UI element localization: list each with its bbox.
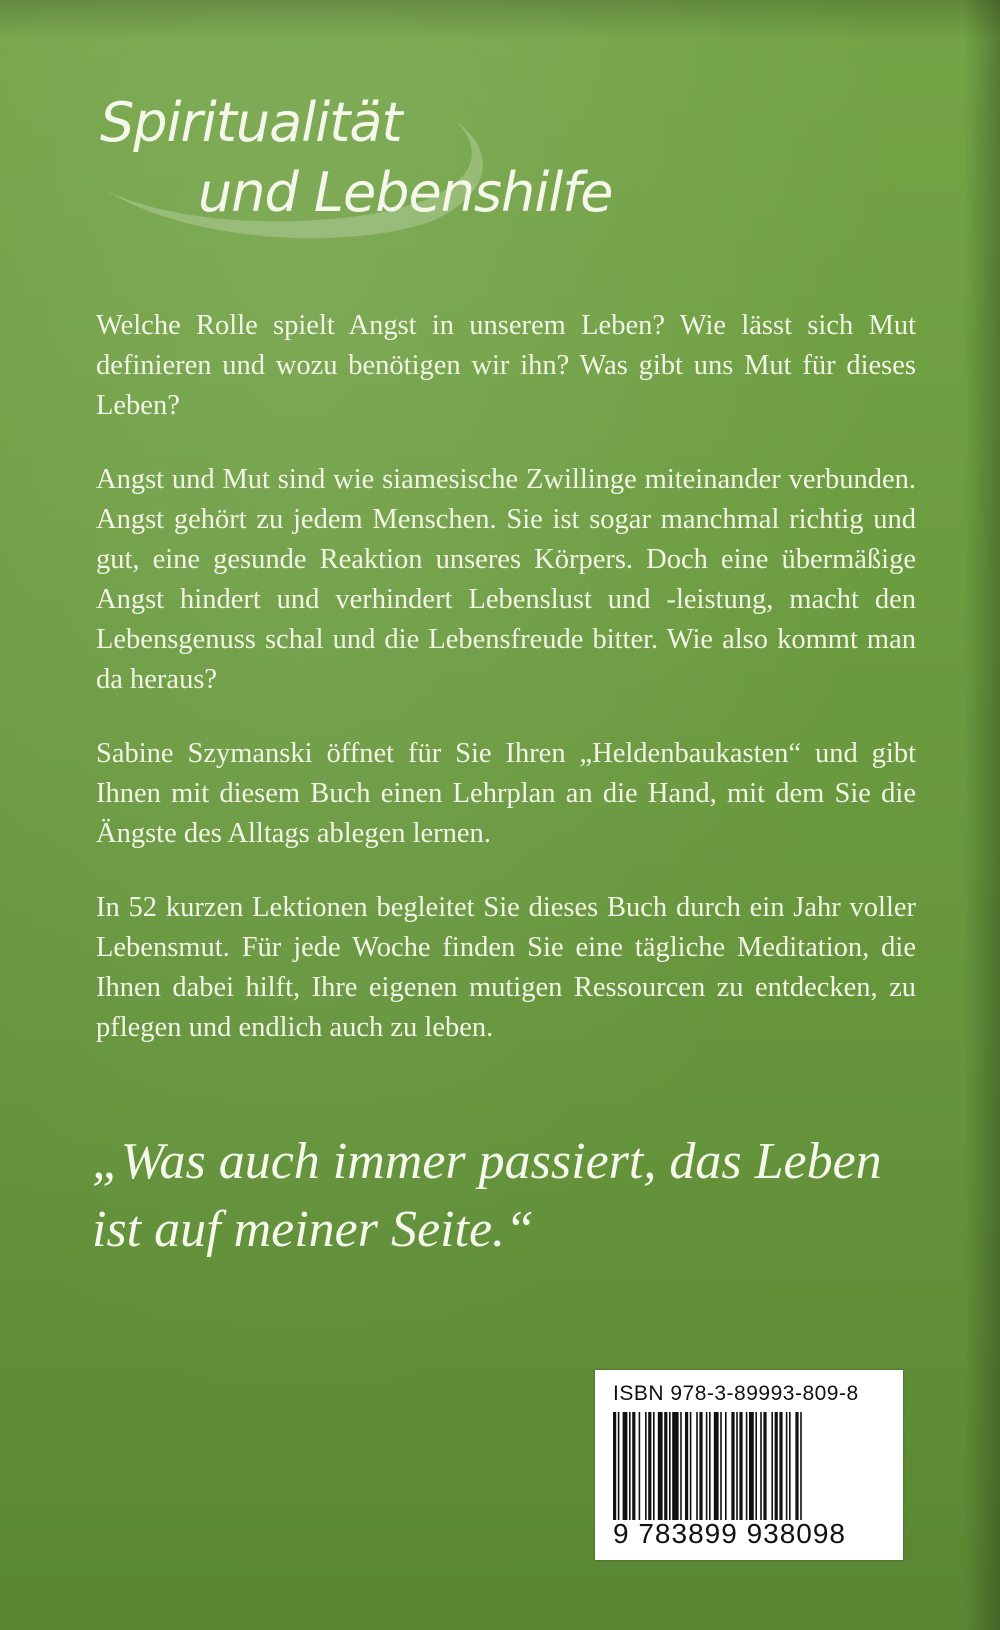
blurb-paragraph-4: In 52 kurzen Lektionen begleitet Sie dieses Buch durch ein Jahr voller Lebensmut. Für jede Woche finden Sie eine tägliche Meditation, die Ihnen dabei hilft, Ihre eigenen mutigen Ressourcen zu entdecken, zu pflegen und endlich auch zu leben.	[96, 892, 916, 1043]
blurb-paragraph-3: Sabine Szymanski öffnet für Sie Ihren „Heldenbaukasten“ und gibt Ihnen mit diesem Buch einen Lehrplan an die Hand, mit dem Sie die Ängste des Alltags ablegen lernen.	[96, 738, 916, 849]
series-title-line-1: Spiritualität	[100, 91, 402, 154]
spine-shadow	[964, 0, 1000, 1630]
isbn-barcode-label	[595, 1370, 903, 1560]
series-title-line-2: und Lebenshilfe	[198, 161, 613, 224]
blurb-paragraph-1: Welche Rolle spielt Angst in unserem Leben? Wie lässt sich Mut definieren und wozu benötigen wir ihn? Was gibt uns Mut für dieses Leben?	[96, 310, 916, 421]
isbn-number: ISBN 978-3-89993-809-8	[613, 1382, 859, 1405]
blurb-text	[96, 306, 916, 1082]
series-title	[100, 88, 613, 228]
barcode-digits: 9 783899 938098	[613, 1518, 846, 1549]
highlight-quote: „Was auch immer passiert, das Leben ist auf meiner Seite.“	[92, 1133, 882, 1258]
cover-edge-shadow	[0, 0, 1000, 40]
barcode-icon	[611, 1412, 889, 1520]
blurb-paragraph-2: Angst und Mut sind wie siamesische Zwillinge miteinander verbunden. Angst gehört zu jedem Menschen. Sie ist sogar manchmal richtig und gut, eine gesunde Reaktion unseres Körpers. Doch eine übermäßige Angst hindert und verhindert Lebenslust und -leistung, macht den Lebensgenuss schal und die Lebensfreude bitter. Wie also kommt man da heraus?	[96, 464, 916, 695]
